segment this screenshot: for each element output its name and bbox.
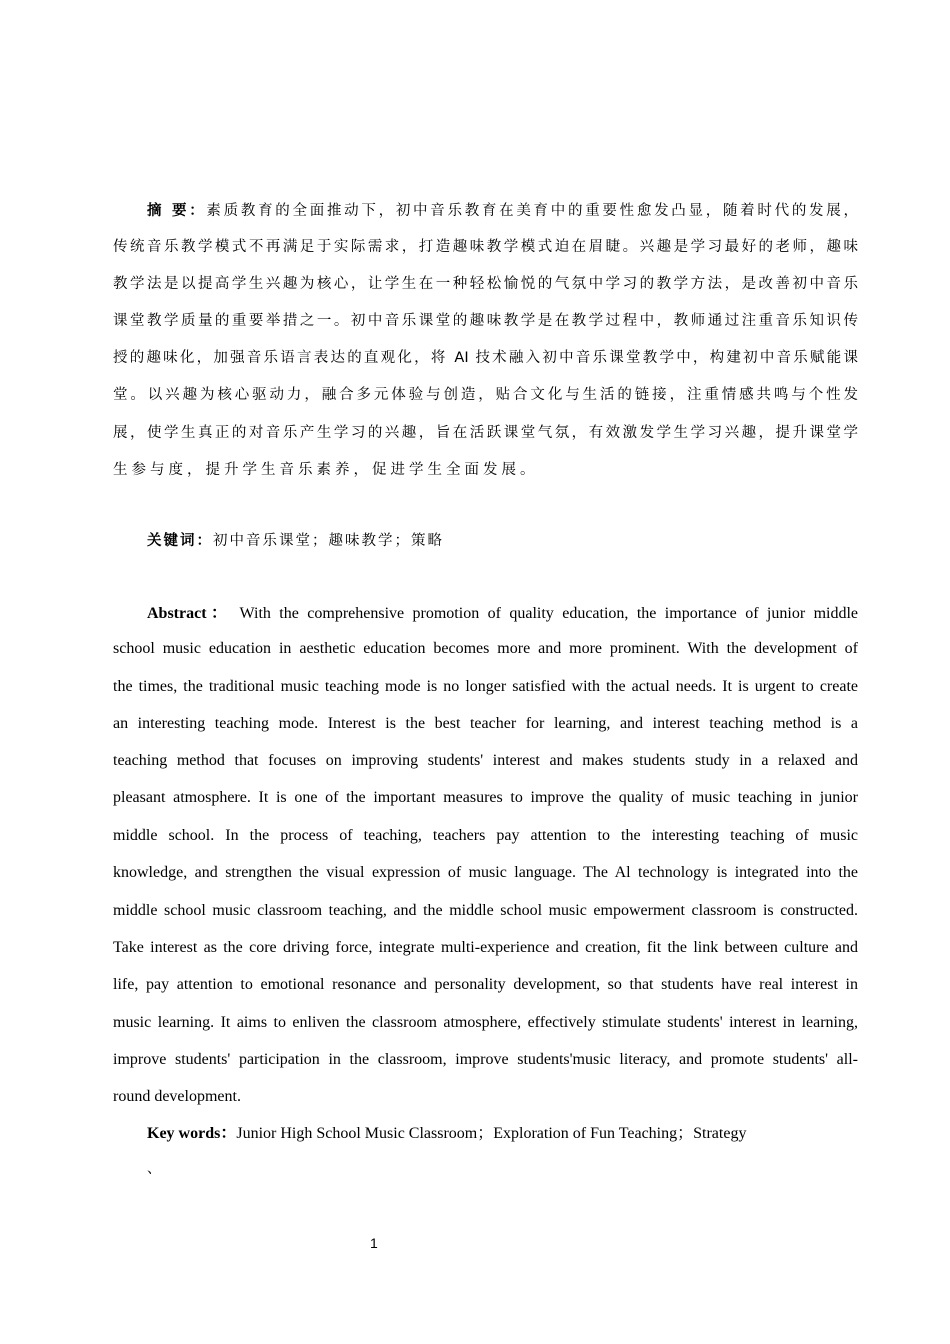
en-abstract-line: Abstract： With the comprehensive promotion of quality education, the importance of junior middle [147, 605, 859, 622]
en-abstract-line: school music education in aesthetic education becomes more and more prominent. With the development of [113, 640, 858, 657]
en-keywords-label: Key words： [147, 1125, 237, 1142]
en-keywords: Key words：Junior High School Music Classroom；Exploration of Fun Teaching；Strategy [147, 1125, 747, 1142]
en-abstract-line: knowledge, and strengthen the visual expression of music language. The Al technology is integrated into the [113, 864, 858, 881]
cn-abstract-line: 堂。以兴趣为核心驱动力，融合多元体验与创造，贴合文化与生活的链接，注重情感共鸣与个性发 [113, 387, 858, 403]
en-abstract-line: middle school. In the process of teaching, teachers pay attention to the interesting teaching of music [113, 827, 858, 844]
en-abstract-line: improve students' participation in the classroom, improve students'music literacy, and promote students' all- [113, 1051, 858, 1068]
cn-abstract-line: 课堂教学质量的重要举措之一。初中音乐课堂的趣味教学是在教学过程中，教师通过注重音乐知识传 [113, 313, 858, 329]
en-abstract-line: life, pay attention to emotional resonance and personality development, so that students have real interest in [113, 976, 858, 993]
en-abstract-line: pleasant atmosphere. It is one of the important measures to improve the quality of music teaching in junior [113, 789, 858, 806]
cn-abstract-line: 展，使学生真正的对音乐产生学习的兴趣，旨在活跃课堂气氛，有效激发学生学习兴趣，提升课堂学 [113, 425, 858, 441]
cn-abstract-line: 教学法是以提高学生兴趣为核心，让学生在一种轻松愉悦的气氛中学习的教学方法，是改善初中音乐 [113, 276, 858, 292]
en-abstract-line: the times, the traditional music teaching mode is no longer satisfied with the actual needs. It is urgent to create [113, 678, 858, 695]
cn-abstract-line: 摘 要：素质教育的全面推动下，初中音乐教育在美育中的重要性愈发凸显，随着时代的发展， [147, 203, 858, 219]
stray-mark: 、 [147, 1161, 161, 1177]
en-abstract-line: middle school music classroom teaching, and the middle school music empowerment classroom is constructed. [113, 902, 858, 919]
cn-keywords-label: 关键词： [147, 533, 213, 549]
en-abstract-line: round development. [113, 1088, 241, 1105]
en-abstract-label: Abstract： [147, 605, 232, 622]
en-abstract-line: an interesting teaching mode. Interest is the best teacher for learning, and interest teaching method is a [113, 715, 858, 732]
cn-abstract-label: 摘 要： [147, 203, 207, 219]
en-abstract-line: Take interest as the core driving force, integrate multi-experience and creation, fit the link between culture and [113, 939, 858, 956]
cn-abstract-line: 授的趣味化，加强音乐语言表达的直观化，将 AI 技术融入初中音乐课堂教学中，构建初中音乐赋能课 [113, 350, 858, 366]
cn-keywords: 关键词：初中音乐课堂；趣味教学；策略 [147, 533, 444, 549]
page-number: 1 [370, 1235, 378, 1251]
en-abstract-line: music learning. It aims to enliven the classroom atmosphere, effectively stimulate students' interest in learning, [113, 1014, 858, 1031]
en-abstract-line: teaching method that focuses on improving students' interest and makes students study in a relaxed and [113, 752, 858, 769]
cn-abstract-line: 传统音乐教学模式不再满足于实际需求，打造趣味教学模式迫在眉睫。兴趣是学习最好的老师，趣味 [113, 239, 858, 255]
cn-abstract-line: 生参与度，提升学生音乐素养，促进学生全面发展。 [113, 462, 539, 478]
